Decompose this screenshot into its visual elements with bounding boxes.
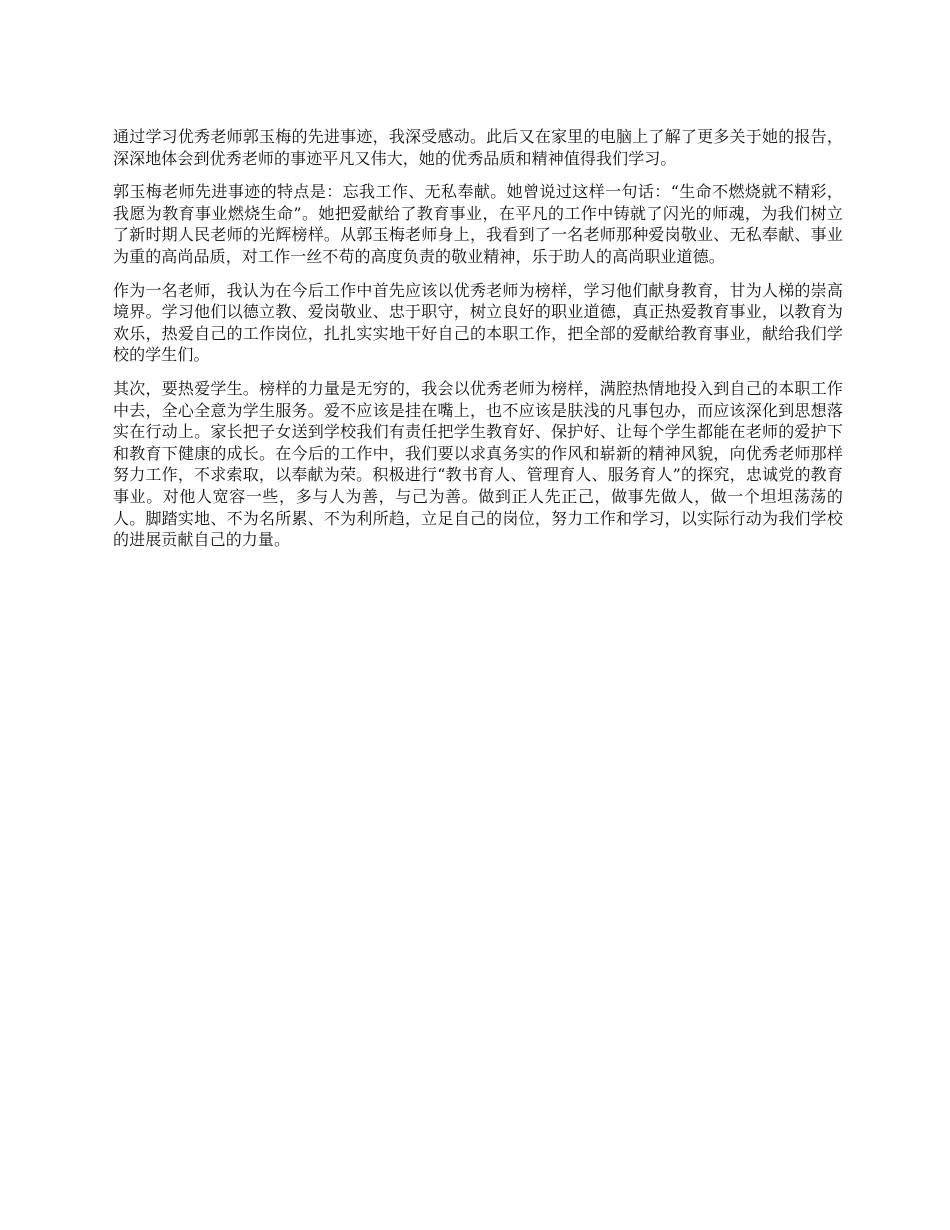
paragraph-4: 其次，要热爱学生。榜样的力量是无穷的，我会以优秀老师为榜样，满腔热情地投入到自己的本职工作中去，全心全意为学生服务。爱不应该是挂在嘴上，也不应该是肤浅的凡事包办，而应该深化到思想落实在行动上。家长把子女送到学校我们有责任把学生教育好、保护好、让每个学生都能在老师的爱护下和教育下健康的成长。在今后的工作中，我们要以求真务实的作风和崭新的精神风貌，向优秀老师那样努力工作，不求索取，以奉献为荣。积极进行“教书育人、管理育人、服务育人”的探究，忠诚党的教育事业。对他人宽容一些，多与人为善，与己为善。做到正人先正己，做事先做人，做一个坦坦荡荡的人。脚踏实地、不为名所累、不为利所趋，立足自己的岗位，努力工作和学习，以实际行动为我们学校的进展贡献自己的力量。: [113, 378, 843, 550]
paragraph-1: 通过学习优秀老师郭玉梅的先进事迹，我深受感动。此后又在家里的电脑上了解了更多关于她的报告，深深地体会到优秀老师的事迹平凡又伟大，她的优秀品质和精神值得我们学习。: [113, 127, 843, 168]
document-body: [113, 126, 843, 563]
paragraph-2: 郭玉梅老师先进事迹的特点是：忘我工作、无私奉献。她曾说过这样一句话：“生命不燃烧就不精彩，我愿为教育事业燃烧生命”。她把爱献给了教育事业，在平凡的工作中铸就了闪光的师魂，为我们树立了新时期人民老师的光辉榜样。从郭玉梅老师身上，我看到了一名老师那种爱岗敬业、无私奉献、事业为重的高尚品质，对工作一丝不苟的高度负责的敬业精神，乐于助人的高尚职业道德。: [113, 182, 843, 266]
paragraph-3: 作为一名老师，我认为在今后工作中首先应该以优秀老师为榜样，学习他们献身教育，甘为人梯的崇高境界。学习他们以德立教、爱岗敬业、忠于职守，树立良好的职业道德，真正热爱教育事业，以教育为欢乐，热爱自己的工作岗位，扎扎实实地干好自己的本职工作，把全部的爱献给教育事业，献给我们学校的学生们。: [113, 280, 843, 365]
